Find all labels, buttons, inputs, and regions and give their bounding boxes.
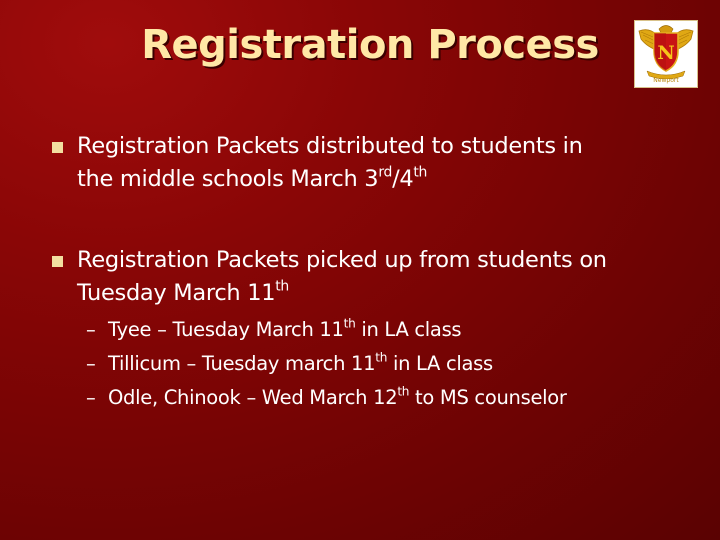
bullet-line: Registration Packets picked up from students on [77,247,607,273]
bullet-square-icon [52,256,63,267]
bullet-square-icon [52,142,63,153]
superscript: th [397,384,410,399]
crest-icon [635,21,697,79]
sub-item-text: in LA class [387,352,493,375]
superscript: th [375,350,388,365]
sub-item-text: Tyee – Tuesday March 11 [108,318,344,341]
school-crest-logo [634,20,698,88]
bullet-text [77,244,692,310]
crest-caption: Newport [653,77,679,84]
superscript: th [275,278,289,295]
dash-marker: – [86,352,96,375]
bullet-line [77,163,692,196]
slide-title: Registration Process [141,22,599,68]
sub-item-tyee [86,316,706,344]
bullet-fragment: /4 [392,166,414,192]
sub-item-text: Tillicum – Tuesday march 11 [108,352,376,375]
superscript: rd [378,164,393,181]
bullet-line: Registration Packets distributed to students in [77,133,583,159]
dash-marker: – [86,386,96,409]
superscript: th [413,164,428,181]
bullet-item-picked-up [52,244,692,310]
sub-item-text: to MS counselor [409,386,567,409]
sub-item-text: Odle, Chinook – Wed March 12 [108,386,398,409]
bullet-fragment: Tuesday March 11 [77,280,276,306]
sub-item-tillicum [86,350,706,378]
sub-item-text: in LA class [355,318,462,341]
bullet-text [77,130,692,196]
sub-item-odle-chinook [86,384,706,412]
bullet-line [77,277,692,310]
superscript: th [343,316,356,331]
dash-marker: – [86,318,96,341]
bullet-fragment: the middle schools March 3 [77,166,379,192]
svg-text:N: N [657,42,675,64]
bullet-item-distributed [52,130,692,196]
